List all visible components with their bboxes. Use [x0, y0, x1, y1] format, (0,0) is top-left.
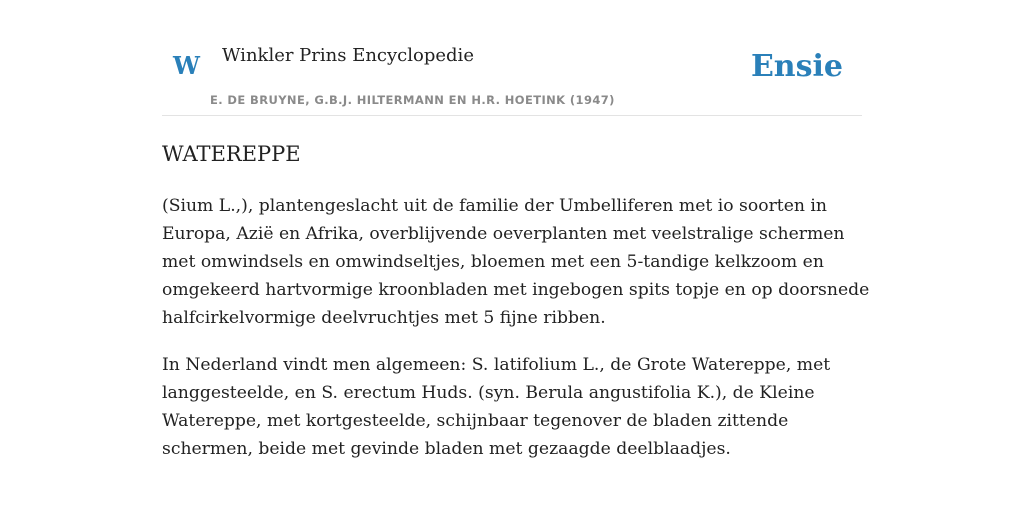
source-logo[interactable]: W [173, 51, 200, 80]
source-authors: E. DE BRUYNE, G.B.J. HILTERMANN EN H.R. HOETINK (1947) [210, 93, 615, 107]
entry-paragraph: In Nederland vindt men algemeen: S. latifolium L., de Grote Watereppe, met langgesteelde, en S. erectum Huds. (syn. Berula angustifolia K.), de Kleine Watereppe, met kortgesteelde, schijnbaar tegenover de bladen zittende schermen, beide met gevinde bladen met gezaagde deelblaadjes. [162, 355, 831, 459]
entry-paragraph: (Sium L.,), plantengeslacht uit de familie der Umbelliferen met io soorten in Europa, Azië en Afrika, overblijvende oeverplanten met veelstralige schermen met omwindsels en omwindseltjes, bloemen met een 5-tandige kelkzoom en omgekeerd hartvormige kroonbladen met ingebogen spits topje en op doorsnede halfcirkelvormige deelvruchtjes met 5 fijne ribben. [162, 196, 870, 328]
source-header [162, 36, 862, 116]
entry-body [162, 192, 882, 482]
source-title-link[interactable]: Winkler Prins Encyclopedie [222, 45, 474, 66]
entry-headword: WATEREPPE [162, 142, 301, 166]
ensie-logo-link[interactable]: Ensie [750, 49, 843, 84]
